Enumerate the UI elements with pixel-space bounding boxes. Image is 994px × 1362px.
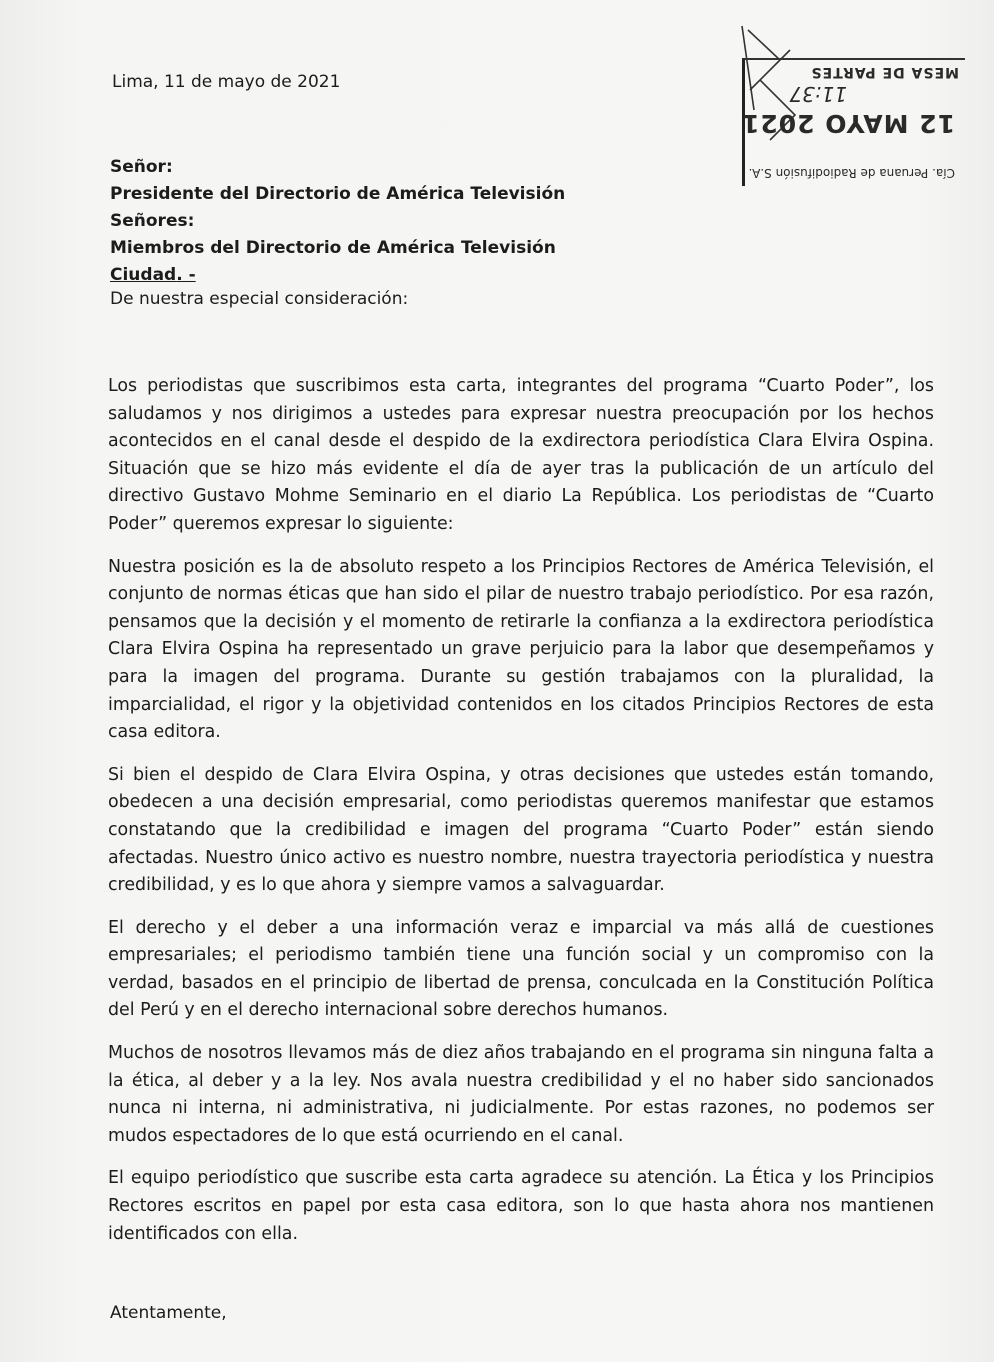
body-paragraph: Los periodistas que suscribimos esta carta, integrantes del programa “Cuarto Poder”, los saludamos y nos dirigimos a ustedes para expresar nuestra preocupación por los hechos acontecidos en el canal desde el despido de la exdirectora periodística Clara Elvira Ospina. Situación que se hizo más evidente el día de ayer tras la publicación de un artículo del directivo Gustavo Mohme Seminario en el diario La República. Los periodistas de “Cuarto Poder” queremos expresar lo siguiente: — [108, 376, 934, 534]
city-suffix: . - — [176, 265, 196, 285]
body-paragraph: El derecho y el deber a una información veraz e imparcial va más allá de cuestiones empresariales; el periodismo también tiene una función social y un compromiso con la verdad, basados en el principio de libertad de prensa, conculcada en la Constitución Política del Perú y en el derecho internacional sobre derechos humanos. — [108, 917, 934, 1021]
address-line-senor: Señor: — [110, 157, 173, 177]
body-paragraph: Muchos de nosotros llevamos más de diez años trabajando en el programa sin ninguna falta a la ética, al deber y a la ley. Nos avala nuestra credibilidad y el no haber sido sancionados nunca ni interna, ni administrativa, ni judicialmente. Por estas razones, no podemos ser mudos espectadores de lo que está ocurriendo en el canal. — [108, 1043, 934, 1146]
city-name: Ciudad — [110, 265, 177, 285]
body-paragraph: Si bien el despido de Clara Elvira Ospina, y otras decisiones que ustedes están tomando, obedecen a una decisión empresarial, como periodistas queremos manifestar que estamos constatando que la credibilidad e imagen del programa “Cuarto Poder” están siendo afectadas. Nuestro único activo es nuestro nombre, nuestra trayectoria periodística y nuestra credibilidad, y es lo que ahora y siempre vamos a salvaguardar. — [108, 764, 934, 896]
address-line-presidente: Presidente del Directorio de América Televisión — [110, 184, 566, 204]
letter-body — [108, 373, 934, 1263]
closing: Atentamente, — [110, 1303, 227, 1323]
address-line-miembros: Miembros del Directorio de América Televisión — [110, 238, 556, 258]
reception-stamp — [742, 58, 965, 186]
stamp-company: Cía. Peruana de Radiodifusión S.A. — [748, 166, 955, 180]
stamp-date: 12 MAYO 2021 — [740, 109, 955, 138]
recipient-address — [110, 154, 565, 289]
stamp-office: MESA DE PARTES — [810, 64, 959, 80]
body-paragraph: El equipo periodístico que suscribe esta carta agradece su atención. La Ética y los Principios Rectores escritos en papel por esta casa editora, son lo que hasta ahora nos mantienen identificados con ella. — [108, 1168, 934, 1244]
address-line-ciudad — [110, 262, 565, 289]
body-paragraph: Nuestra posición es la de absoluto respeto a los Principios Rectores de América Televisión, el conjunto de normas éticas que han sido el pilar de nuestro trabajo periodístico. Por esa razón, pensamos que la decisión y el momento de retirarle la confianza a la exdirectora periodística Clara Elvira Ospina ha representado un grave perjuicio para la labor que desempeñamos y para la imagen del programa. Durante su gestión trabajamos con la pluralidad, la imparcialidad, el rigor y la objetividad contenidos en los citados Principios Rectores de esta casa editora. — [108, 556, 934, 743]
greeting: De nuestra especial consideración: — [110, 289, 409, 309]
address-line-senores: Señores: — [110, 211, 195, 231]
stamp-time: 11:37 — [789, 82, 847, 106]
letter-date: Lima, 11 de mayo de 2021 — [112, 72, 341, 92]
